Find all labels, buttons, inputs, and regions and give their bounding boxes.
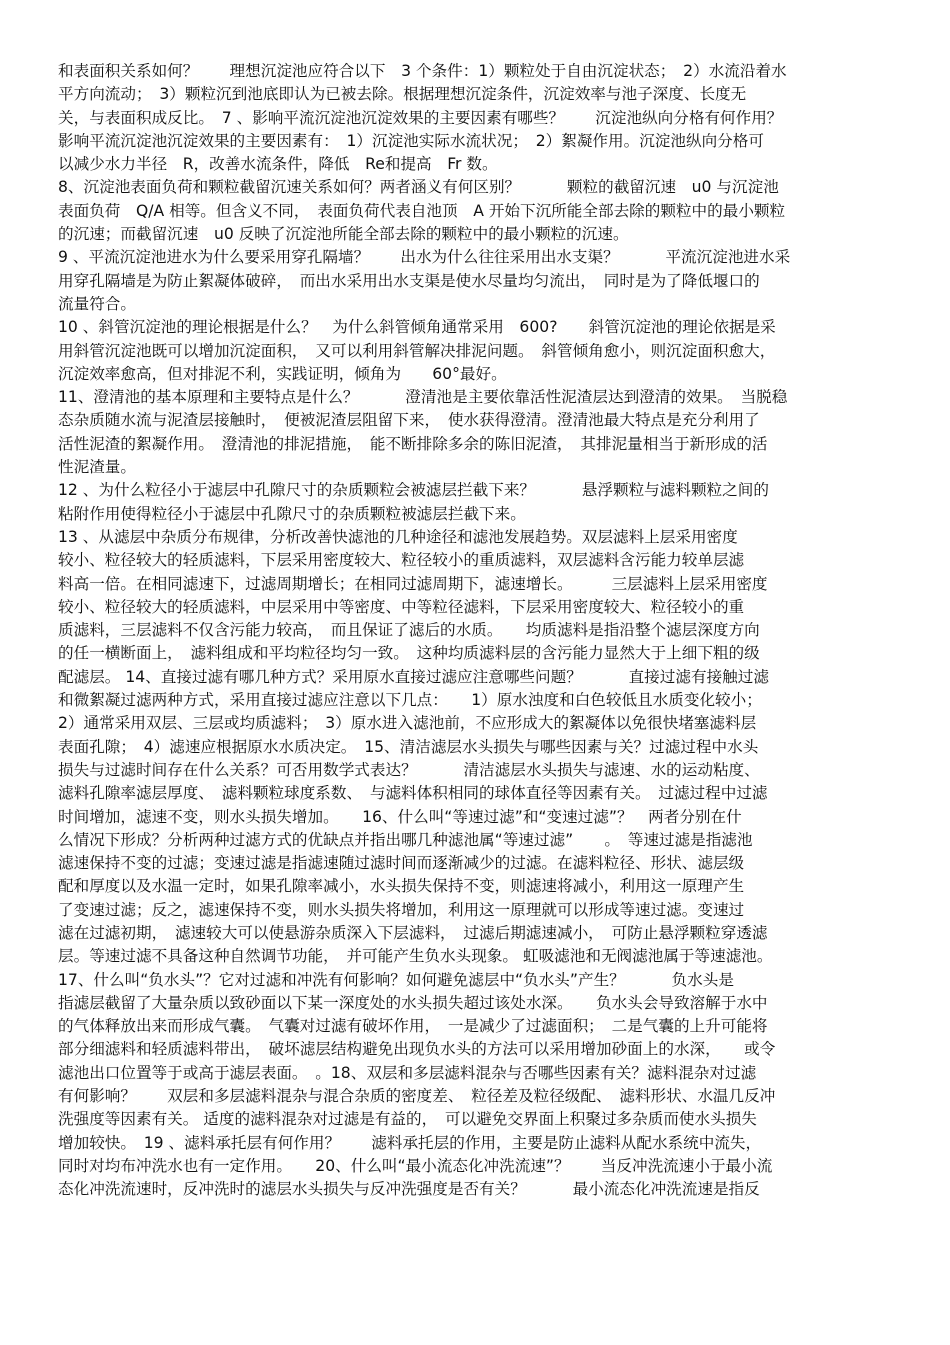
text-line: 指滤层截留了大量杂质以致砂面以下某一深度处的水头损失超过该处水深。 负水头会导致溶解于水中 xyxy=(58,993,768,1012)
text-line: 17、什么叫“负水头”？它对过滤和冲洗有何影响？如何避免滤层中“负水头”产生？ 负水头是 xyxy=(58,970,734,989)
text-line: 的任一横断面上， 滤料组成和平均粒径均匀一致。 这种均质滤料层的含污能力显然大于上细下粗的级 xyxy=(58,644,760,663)
text-line: 有何影响？ 双层和多层滤料混杂与混合杂质的密度差、 粒径差及粒径级配、 滤料形状、水温几反冲 xyxy=(58,1087,776,1106)
text-line: 增加较快。 19 、滤料承托层有何作用？ 滤料承托层的作用，主要是防止滤料从配水系统中流失， xyxy=(58,1133,762,1152)
text-line: 用斜管沉淀池既可以增加沉淀面积， 又可以利用斜管解决排泥问题。 斜管倾角愈小，则沉淀面积愈大， xyxy=(58,341,776,360)
text-line: 的气体释放出来而形成气囊。 气囊对过滤有破坏作用， 一是减少了过滤面积； 二是气囊的上升可能将 xyxy=(58,1017,768,1036)
text-line: 用穿孔隔墙是为防止絮凝体破碎， 而出水采用出水支渠是使水尽量均匀流出， 同时是为了降低堰口的 xyxy=(58,271,760,290)
text-line: 8、沉淀池表面负荷和颗粒截留沉速关系如何？两者涵义有何区别？ 颗粒的截留沉速 u0 与沉淀池 xyxy=(58,178,779,197)
text-line: 流量符合。 xyxy=(58,294,136,313)
text-line: 13 、从滤层中杂质分布规律，分析改善快滤池的几种途径和滤池发展趋势。双层滤料上层采用密度 xyxy=(58,527,738,546)
text-line: 层。等速过滤不具备这种自然调节功能， 并可能产生负水头现象。 虹吸滤池和无阀滤池属于等速滤池。 xyxy=(58,947,773,966)
text-line: 粘附作用使得粒径小于滤层中孔隙尺寸的杂质颗粒被滤层拦截下来。 xyxy=(58,504,526,523)
text-line: 影响平流沉淀池沉淀效果的主要因素有： 1）沉淀池实际水流状况； 2）絮凝作用。沉淀池纵向分格可 xyxy=(58,131,764,150)
text-line: 的沉速；而截留沉速 u0 反映了沉淀池所能全部去除的颗粒中的最小颗粒的沉速。 xyxy=(58,225,629,244)
text-line: 平方向流动； 3）颗粒沉到池底即认为已被去除。根据理想沉淀条件，沉淀效率与池子深度、长度无 xyxy=(58,85,747,104)
text-line: 和微絮凝过滤两种方式，采用直接过滤应注意以下几点： 1）原水浊度和白色较低且水质变化较小； xyxy=(58,691,762,710)
text-line: 以减少水力半径 R，改善水流条件，降低 Re和提高 Fr 数。 xyxy=(58,155,498,174)
text-line: 态化冲洗流速时，反冲洗时的滤层水头损失与反冲洗强度是否有关？ 最小流态化冲洗流速是指反 xyxy=(58,1180,760,1199)
text-line: 配和厚度以及水温一定时，如果孔隙率减小，水头损失保持不变，则滤速将减小，利用这一原理产生 xyxy=(58,877,745,896)
text-line: 较小、粒径较大的轻质滤料，下层采用密度较大、粒径较小的重质滤料，双层滤料含污能力较单层滤 xyxy=(58,551,745,570)
text-line: 滤池出口位置等于或高于滤层表面。 。18、双层和多层滤料混杂与否哪些因素有关？滤料混杂对过滤 xyxy=(58,1063,757,1082)
text-line: 较小、粒径较大的轻质滤料，中层采用中等密度、中等粒径滤料，下层采用密度较大、粒径较小的重 xyxy=(58,597,745,616)
text-line: 损失与过滤时间存在什么关系？可否用数学式表达？ 清洁滤层水头损失与滤速、水的运动粘度、 xyxy=(58,760,760,779)
text-line: 料高一倍。在相同滤速下，过滤周期增长；在相同过滤周期下，滤速增长。 三层滤料上层采用密度 xyxy=(58,574,768,593)
text-line: 表面孔隙； 4）滤速应根据原水水质决定。 15、清洁滤层水头损失与哪些因素与关？过滤过程中水头 xyxy=(58,737,759,756)
text-line: 滤料孔隙率滤层厚度、 滤料颗粒球度系数、 与滤料体积相同的球体直径等因素有关。 过滤过程中过滤 xyxy=(58,784,768,803)
text-line: 9 、平流沉淀池进水为什么要采用穿孔隔墙？ 出水为什么往往采用出水支渠？ 平流沉淀池进水采 xyxy=(58,248,791,267)
text-line: 关，与表面积成反比。 7 、影响平流沉淀池沉淀效果的主要因素有哪些？ 沉淀池纵向分格有何作用？ xyxy=(58,108,783,127)
text-line: 活性泥渣的絮凝作用。 澄清池的排泥措施， 能不断排除多余的陈旧泥渣， 其排泥量相当于新形成的活 xyxy=(58,434,768,453)
text-line: 11、澄清池的基本原理和主要特点是什么？ 澄清池是主要依靠活性泥渣层达到澄清的效果。 当脱稳 xyxy=(58,388,788,407)
text-line: 配滤层。 14、直接过滤有哪几种方式？采用原水直接过滤应注意哪些问题？ 直接过滤有接触过滤 xyxy=(58,667,769,686)
text-line: 洗强度等因素有关。 适度的滤料混杂对过滤是有益的， 可以避免交界面上积聚过多杂质而使水头损失 xyxy=(58,1110,757,1129)
text-line: 2）通常采用双层、三层或均质滤料； 3）原水进入滤池前，不应形成大的絮凝体以免很快堵塞滤料层 xyxy=(58,714,757,733)
text-line: 么情况下形成？分析两种过滤方式的优缺点并指出哪几种滤池属“等速过滤” 。 等速过滤是指滤池 xyxy=(58,830,753,849)
text-line: 和表面积关系如何？ 理想沉淀池应符合以下 3 个条件：1）颗粒处于自由沉淀状态； 2）水流沿着水 xyxy=(58,62,787,80)
text-line: 时间增加，滤速不变，则水头损失增加。 16、什么叫“等速过滤”和“变速过滤”？ 两者分别在什 xyxy=(58,807,742,826)
text-line: 10 、斜管沉淀池的理论根据是什么？ 为什么斜管倾角通常采用 600? 斜管沉淀池的理论依据是采 xyxy=(58,318,776,337)
text-line: 滤在过滤初期， 滤速较大可以使悬游杂质深入下层滤料， 过滤后期滤速减小， 可防止悬浮颗粒穿透滤 xyxy=(58,923,768,942)
text-line: 同时对均布冲洗水也有一定作用。 20、什么叫“最小流态化冲洗流速”？ 当反冲洗流速小于最小流 xyxy=(58,1156,773,1175)
text-line: 态杂质随水流与泥渣层接触时， 便被泥渣层阻留下来， 使水获得澄清。澄清池最大特点是充分利用了 xyxy=(58,411,760,430)
text-line: 性泥渣量。 xyxy=(58,458,136,477)
text-line: 部分细滤料和轻质滤料带出， 破坏滤层结构避免出现负水头的方法可以采用增加砂面上的水深， 或令 xyxy=(58,1040,776,1059)
text-line: 质滤料，三层滤料不仅含污能力较高， 而且保证了滤后的水质。 均质滤料是指沿整个滤层深度方向 xyxy=(58,621,760,640)
document-body-text xyxy=(58,60,893,1202)
text-line: 12 、为什么粒径小于滤层中孔隙尺寸的杂质颗粒会被滤层拦截下来？ 悬浮颗粒与滤料颗粒之间的 xyxy=(58,481,769,500)
text-line: 表面负荷 Q/A 相等。但含义不同， 表面负荷代表自池顶 A 开始下沉所能全部去除的颗粒中的最小颗粒 xyxy=(58,201,786,220)
text-line: 了变速过滤；反之，滤速保持不变，则水头损失将增加，利用这一原理就可以形成等速过滤。变速过 xyxy=(58,900,745,919)
text-line: 滤速保持不变的过滤；变速过滤是指滤速随过滤时间而逐渐减少的过滤。在滤料粒径、形状、滤层级 xyxy=(58,854,745,873)
text-line: 沉淀效率愈高，但对排泥不利，实践证明，倾角为 60°最好。 xyxy=(58,364,507,383)
